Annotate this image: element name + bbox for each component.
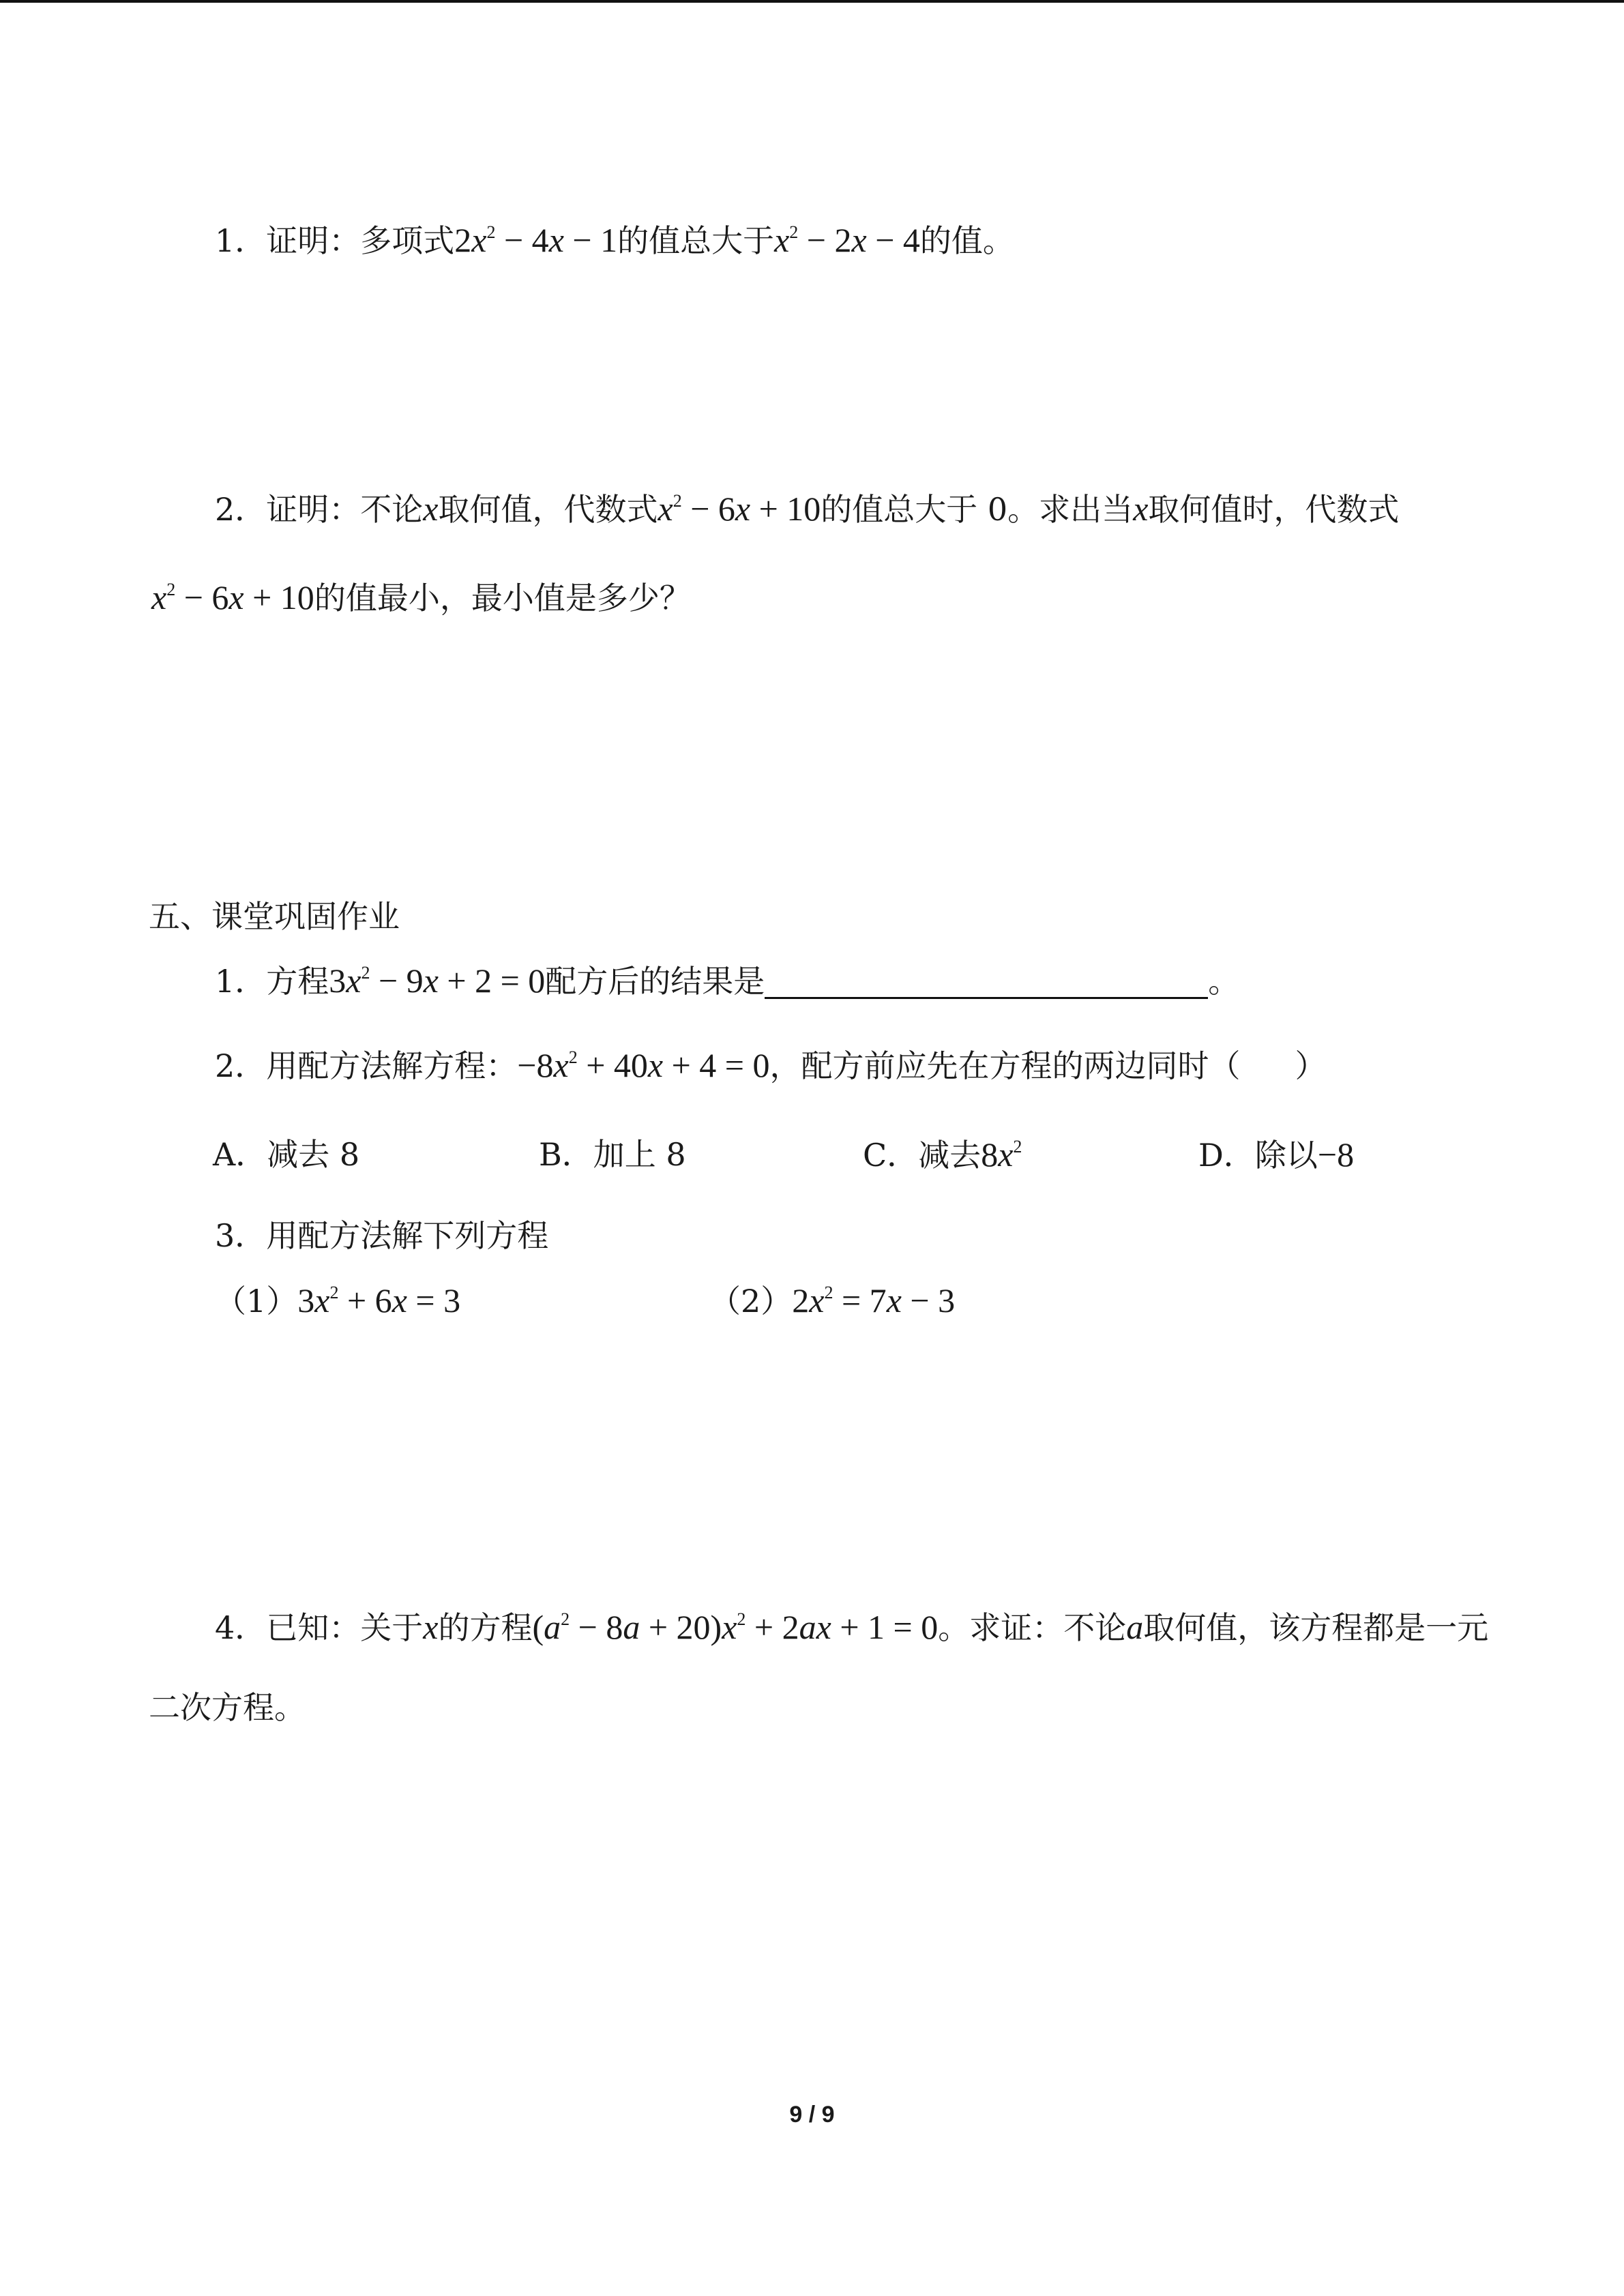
text-segment: 的方程 [438,1609,533,1646]
page-number: 9 / 9 [789,2102,835,2128]
text-segment: 。求证：不论 [938,1609,1127,1646]
proof-1 [215,220,1014,261]
text-segment: 取何值，该方程都是一元 [1143,1609,1489,1646]
text-segment: 方程 [266,963,329,1000]
item-number: 1． [215,222,267,259]
text-segment: 的值总大于 0。求出当 [821,491,1134,528]
option-c-label: C．减去 [863,1137,981,1174]
top-border [0,0,1624,3]
math-expression: $(a^2 - 8a + 20)x^2 + 2ax + 1 = 0$ [532,1608,939,1646]
text-segment: 配方后的结果是 [545,963,765,1000]
question-4-line-2: 二次方程。 [149,1689,306,1726]
math-expression: $-8x^2 + 40x + 4 = 0$ [517,1046,770,1084]
option-a[interactable]: A．减去 8 [213,1136,360,1173]
text-segment: ） [1295,1047,1327,1084]
text-segment: 的值总大于 [617,222,775,259]
math-variable: x [423,490,439,528]
text-segment: 的值。 [919,222,1014,259]
question-4-line-1 [215,1607,1488,1648]
math-expression: $8x^2$ [981,1135,1022,1174]
text-segment: 用配方法解方程： [266,1047,518,1084]
question-3 [215,1215,548,1256]
math-expression: $x^2 - 6x + 10$ [658,490,821,528]
text-segment: ，配方前应先在方程的两边同时（ [769,1047,1241,1084]
proof-2-line-2 [151,577,691,618]
section-title: 五、课堂巩固作业 [149,898,400,935]
item-number: 1． [215,963,267,1000]
item-number: 2． [215,1047,267,1084]
item-number: 2． [215,491,267,528]
math-variable: a [1126,1608,1144,1646]
math-expression: $x^2 - 2x - 4$ [774,221,920,259]
math-expression: $2x^2 - 4x - 1$ [454,221,618,259]
question-3-part-2 [709,1280,955,1322]
question-1 [215,960,1239,1002]
text-segment: 的值最小，最小值是多少？ [314,580,691,616]
option-d-label: D．除以 [1198,1137,1318,1174]
text-segment: 。 [1208,963,1240,1000]
item-number: 3． [215,1217,267,1254]
text-segment: 证明：多项式 [266,222,455,259]
item-number: 4． [215,1609,267,1646]
question-2 [215,1045,1327,1086]
math-expression: $3x^2 + 6x = 3$ [297,1281,461,1320]
text-segment: 用配方法解下列方程 [266,1217,549,1254]
math-expression: $3x^2 - 9x + 2 = 0$ [329,961,546,1000]
proof-2-line-1 [215,488,1399,530]
math-expression: $2x^2 = 7x - 3$ [792,1281,956,1320]
answer-blank[interactable] [765,963,1208,999]
question-3-part-1 [215,1280,460,1322]
option-c[interactable] [863,1134,1022,1176]
text-segment: 取何值时，代数式 [1148,491,1400,528]
text-segment: 证明：不论 [266,491,424,528]
math-variable: x [1133,490,1149,528]
sub-number: （1） [215,1283,298,1320]
math-variable: x [423,1608,439,1646]
sub-number: （2） [709,1283,793,1320]
text-segment: 取何值，代数式 [438,491,658,528]
option-b[interactable]: B．加上 8 [539,1136,686,1173]
math-expression: −8 [1317,1135,1355,1174]
math-expression: $x^2 - 6x + 10$ [151,578,314,616]
text-segment: 已知：关于 [266,1609,424,1646]
option-d[interactable] [1198,1134,1354,1176]
